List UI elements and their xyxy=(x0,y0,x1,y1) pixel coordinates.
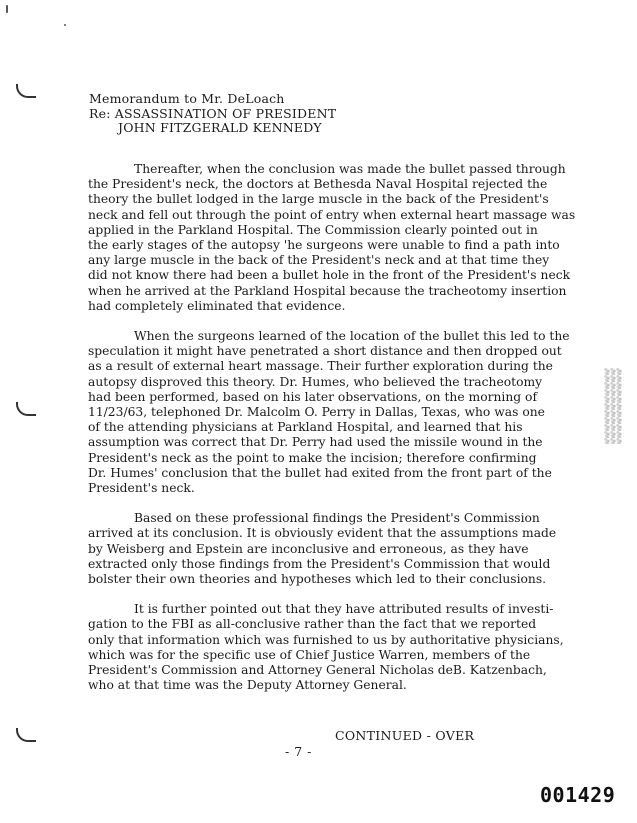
paragraph-line: did not know there had been a bullet hole in the front of the President's neck xyxy=(88,268,571,283)
page-number: - 7 - xyxy=(285,744,312,759)
body-paragraph xyxy=(88,602,566,693)
punch-hole-mark xyxy=(16,728,36,742)
memo-subject-continued: JOHN FITZGERALD KENNEDY xyxy=(118,120,322,135)
paragraph-line: when he arrived at the Parkland Hospital because the tracheotomy insertion xyxy=(88,283,567,298)
paragraph-line: 11/23/63, telephoned Dr. Malcolm O. Perry in Dallas, Texas, who was one xyxy=(88,405,545,420)
paragraph-line: as a result of external heart massage. Their further exploration during the xyxy=(88,359,553,374)
paragraph-line: President's neck as the point to make the incision; therefore confirming xyxy=(88,450,537,465)
paragraph-line: It is further pointed out that they have attributed results of investi- xyxy=(134,602,554,617)
scan-speck xyxy=(6,5,8,13)
memo-header xyxy=(89,92,336,136)
paragraph-line: had been performed, based on his later observations, on the morning of xyxy=(88,389,537,404)
paragraph-line: speculation it might have penetrated a short distance and then dropped out xyxy=(88,344,562,359)
paragraph-line: President's Commission and Attorney General Nicholas deB. Katzenbach, xyxy=(88,663,547,678)
continued-note: CONTINUED - OVER xyxy=(335,728,475,743)
punch-hole-mark xyxy=(16,402,36,416)
paragraph-line: by Weisberg and Epstein are inconclusive and erroneous, as they have xyxy=(88,541,529,556)
paragraph-line: Dr. Humes' conclusion that the bullet had exited from the front part of the xyxy=(88,465,552,480)
memo-body xyxy=(88,162,576,709)
paragraph-line: extracted only those findings from the President's Commission that would xyxy=(88,556,551,571)
margin-smudge xyxy=(604,368,622,444)
body-paragraph xyxy=(88,329,570,496)
paragraph-line: any large muscle in the back of the President's neck and at that time they xyxy=(88,253,550,268)
paragraph-line: When the surgeons learned of the location of the bullet this led to the xyxy=(134,329,570,344)
paragraph-line: Based on these professional findings the President's Commission xyxy=(134,511,540,526)
scan-speck xyxy=(64,24,66,26)
paragraph-line: who at that time was the Deputy Attorney General. xyxy=(88,678,407,693)
paragraph-line: the early stages of the autopsy 'he surgeons were unable to find a path into xyxy=(88,238,560,253)
paragraph-line: gation to the FBI as all-conclusive rather than the fact that we reported xyxy=(88,617,537,632)
paragraph-line: assumption was correct that Dr. Perry had used the missile wound in the xyxy=(88,435,543,450)
paragraph-line: only that information which was furnished to us by authoritative physicians, xyxy=(88,632,564,647)
punch-hole-mark xyxy=(16,84,36,98)
paragraph-line: Thereafter, when the conclusion was made the bullet passed through xyxy=(134,162,566,176)
paragraph-line: theory the bullet lodged in the large muscle in the back of the President's xyxy=(88,192,549,207)
memo-subject: Re: ASSASSINATION OF PRESIDENT xyxy=(89,105,337,121)
paragraph-line: had completely eliminated that evidence. xyxy=(88,298,346,313)
paragraph-line: applied in the Parkland Hospital. The Commission clearly pointed out in xyxy=(88,222,538,237)
memo-addressee: Memorandum to Mr. DeLoach xyxy=(89,91,285,106)
paragraph-line: autopsy disproved this theory. Dr. Humes, who believed the tracheotomy xyxy=(88,374,543,389)
paragraph-line: of the attending physicians at Parkland Hospital, and learned that his xyxy=(88,420,523,435)
paragraph-line: arrived at its conclusion. It is obviously evident that the assumptions made xyxy=(88,526,557,541)
paragraph-line: bolster their own theories and hypotheses which led to their conclusions. xyxy=(88,572,547,587)
paragraph-line: which was for the specific use of Chief Justice Warren, members of the xyxy=(88,647,531,662)
serial-number-stamp: 001429 xyxy=(540,783,616,807)
paragraph-line: President's neck. xyxy=(88,481,195,496)
body-paragraph xyxy=(88,511,566,587)
body-paragraph xyxy=(88,162,576,314)
paragraph-line: neck and fell out through the point of entry when external heart massage was xyxy=(88,207,576,222)
paragraph-line: the President's neck, the doctors at Bethesda Naval Hospital rejected the xyxy=(88,177,548,192)
